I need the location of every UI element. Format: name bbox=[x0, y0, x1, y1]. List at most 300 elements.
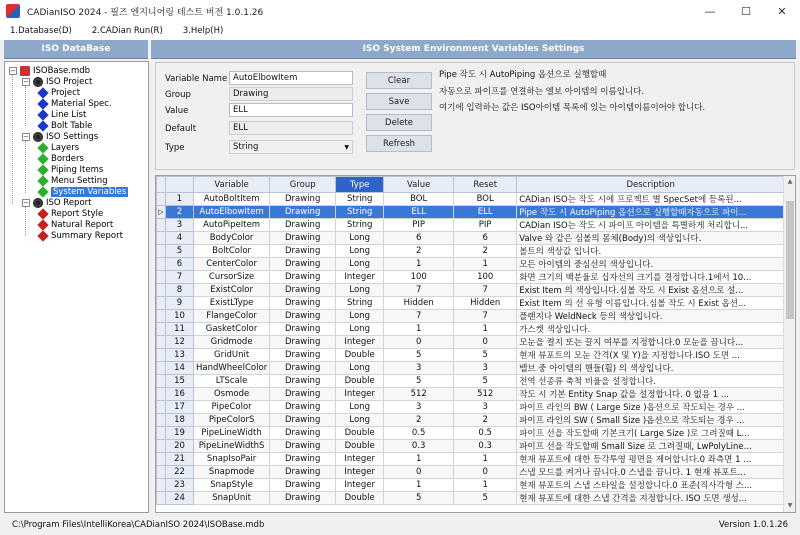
row-number[interactable]: 8 bbox=[166, 284, 194, 297]
minimize-button[interactable]: — bbox=[704, 4, 716, 18]
tree-guide-line bbox=[25, 206, 26, 236]
tree-item-label: Layers bbox=[51, 142, 80, 153]
type-cell[interactable]: Long bbox=[336, 232, 384, 245]
description-line: Pipe 작도 시 AutoPiping 옵션으로 실행할때 bbox=[439, 70, 607, 80]
maximize-button[interactable]: ☐ bbox=[741, 4, 751, 18]
table-row[interactable] bbox=[157, 219, 785, 232]
collapse-icon[interactable]: − bbox=[23, 77, 29, 86]
close-button[interactable]: ✕ bbox=[777, 4, 787, 18]
status-bar bbox=[0, 515, 800, 535]
table-row[interactable] bbox=[157, 271, 785, 284]
tree-item-menu-setting[interactable] bbox=[37, 175, 107, 186]
group-cell[interactable]: Drawing bbox=[270, 375, 336, 388]
red-diamond-icon bbox=[37, 208, 48, 219]
variable-cell[interactable]: CenterColor bbox=[194, 258, 270, 271]
window-title: CADianISO 2024 - 필즈 엔지니어링 테스트 버전 1.0.1.26 bbox=[27, 7, 264, 18]
table-row[interactable] bbox=[157, 193, 785, 206]
group-cell[interactable]: Drawing bbox=[270, 349, 336, 362]
reset-cell[interactable]: 3 bbox=[454, 401, 517, 414]
table-row[interactable] bbox=[157, 440, 785, 453]
group-cell[interactable]: Drawing bbox=[270, 388, 336, 401]
reset-cell[interactable]: BOL bbox=[454, 193, 517, 206]
description-cell[interactable]: Exist Item 의 선 유형 이름입니다.심볼 작도 시 Exist 옵션... bbox=[517, 297, 785, 310]
system-variables-grid[interactable] bbox=[155, 175, 796, 513]
variable-cell[interactable]: Gridmode bbox=[194, 336, 270, 349]
type-cell[interactable]: Integer bbox=[336, 479, 384, 492]
description-cell[interactable]: 모든 아이템의 중심선의 색상입니다. bbox=[517, 258, 785, 271]
type-cell[interactable]: Long bbox=[336, 401, 384, 414]
row-header[interactable] bbox=[157, 323, 166, 336]
value-cell[interactable]: 5 bbox=[384, 375, 454, 388]
scroll-down-icon[interactable]: ▼ bbox=[787, 502, 793, 509]
reset-cell[interactable]: 3 bbox=[454, 362, 517, 375]
row-number[interactable]: 2 bbox=[166, 206, 194, 219]
save-button[interactable]: Save bbox=[366, 93, 432, 110]
type-cell[interactable]: Long bbox=[336, 323, 384, 336]
table-row[interactable] bbox=[157, 492, 785, 505]
variable-cell[interactable]: ExistColor bbox=[194, 284, 270, 297]
type-cell[interactable]: Double bbox=[336, 427, 384, 440]
reset-cell[interactable]: 2 bbox=[454, 414, 517, 427]
row-header[interactable] bbox=[157, 388, 166, 401]
group-label: Group bbox=[165, 90, 191, 100]
row-number[interactable]: 12 bbox=[166, 336, 194, 349]
reset-cell[interactable]: 0 bbox=[454, 466, 517, 479]
table-row[interactable] bbox=[157, 388, 785, 401]
row-number[interactable]: 13 bbox=[166, 349, 194, 362]
reset-cell[interactable]: 1 bbox=[454, 479, 517, 492]
reset-cell[interactable]: ELL bbox=[454, 206, 517, 219]
reset-cell[interactable]: 0.3 bbox=[454, 440, 517, 453]
row-number[interactable]: 17 bbox=[166, 401, 194, 414]
table-row[interactable] bbox=[157, 232, 785, 245]
description-cell[interactable]: Pipe 작도 시 AutoPiping 옵션으로 실행할때자동으로 파이... bbox=[517, 206, 785, 219]
table-row[interactable] bbox=[157, 479, 785, 492]
type-cell[interactable]: String bbox=[336, 219, 384, 232]
description-cell[interactable]: 화면 크기의 백분율로 십자선의 크기를 결정합니다.1에서 10... bbox=[517, 271, 785, 284]
column-header-group[interactable]: Group bbox=[270, 177, 336, 193]
reset-cell[interactable]: 5 bbox=[454, 492, 517, 505]
column-header-description[interactable]: Description bbox=[517, 177, 785, 193]
group-cell[interactable]: Drawing bbox=[270, 427, 336, 440]
description-cell[interactable]: 파이프 라인의 BW ( Large Size )옵션으로 작도되는 경우 ... bbox=[517, 401, 785, 414]
description-cell[interactable]: 현재 뷰포트에 대한 스냅 간격을 지정합니다. ISO 도면 생성... bbox=[517, 492, 785, 505]
default-label: Default bbox=[165, 124, 197, 134]
value-cell[interactable]: 3 bbox=[384, 401, 454, 414]
tree-iso-settings[interactable] bbox=[22, 131, 98, 142]
row-number[interactable]: 7 bbox=[166, 271, 194, 284]
row-number[interactable]: 15 bbox=[166, 375, 194, 388]
tree-item-borders[interactable] bbox=[37, 153, 84, 164]
collapse-icon[interactable]: − bbox=[10, 66, 16, 75]
reset-cell[interactable]: 7 bbox=[454, 284, 517, 297]
green-diamond-icon bbox=[37, 153, 48, 164]
type-cell[interactable]: String bbox=[336, 193, 384, 206]
row-header[interactable] bbox=[157, 297, 166, 310]
table-row[interactable] bbox=[157, 362, 785, 375]
table-row[interactable] bbox=[157, 206, 785, 219]
value-cell[interactable]: PIP bbox=[384, 219, 454, 232]
variable-description bbox=[439, 67, 789, 117]
group-cell[interactable]: Drawing bbox=[270, 258, 336, 271]
dropdown-arrow-icon[interactable]: ▼ bbox=[344, 144, 349, 151]
vertical-scrollbar[interactable] bbox=[783, 176, 795, 512]
reset-cell[interactable]: 100 bbox=[454, 271, 517, 284]
green-diamond-icon bbox=[37, 142, 48, 153]
table-row[interactable] bbox=[157, 466, 785, 479]
table-row[interactable] bbox=[157, 375, 785, 388]
value-cell[interactable]: 0 bbox=[384, 466, 454, 479]
table-row[interactable] bbox=[157, 297, 785, 310]
reset-cell[interactable]: 5 bbox=[454, 375, 517, 388]
description-cell[interactable]: 가스켓 색상입니다. bbox=[517, 323, 785, 336]
value-cell[interactable]: 100 bbox=[384, 271, 454, 284]
type-cell[interactable]: String bbox=[336, 297, 384, 310]
green-diamond-icon bbox=[37, 186, 48, 197]
tree-item-label: Natural Report bbox=[51, 219, 114, 230]
collapse-icon[interactable]: − bbox=[23, 198, 29, 207]
row-header[interactable] bbox=[157, 219, 166, 232]
group-cell[interactable]: Drawing bbox=[270, 271, 336, 284]
type-cell[interactable]: String bbox=[336, 206, 384, 219]
row-header[interactable] bbox=[157, 245, 166, 258]
row-number[interactable]: 24 bbox=[166, 492, 194, 505]
tree-item-label: Project bbox=[51, 87, 81, 98]
variable-cell[interactable]: PipeColorS bbox=[194, 414, 270, 427]
type-cell[interactable]: Long bbox=[336, 414, 384, 427]
tree-item-piping-items[interactable] bbox=[37, 164, 103, 175]
table-row[interactable] bbox=[157, 453, 785, 466]
variable-cell[interactable]: AutoBoltItem bbox=[194, 193, 270, 206]
row-header[interactable] bbox=[157, 284, 166, 297]
row-number[interactable]: 23 bbox=[166, 479, 194, 492]
tree-item-system-variables[interactable] bbox=[37, 186, 128, 197]
group-cell[interactable]: Drawing bbox=[270, 323, 336, 336]
description-cell[interactable]: Exist Item 의 색상입니다.심볼 작도 시 Exist 옵션으로 설... bbox=[517, 284, 785, 297]
value-cell[interactable]: 1 bbox=[384, 453, 454, 466]
row-header[interactable] bbox=[157, 362, 166, 375]
table-row[interactable] bbox=[157, 245, 785, 258]
value-cell[interactable]: 0.5 bbox=[384, 427, 454, 440]
reset-cell[interactable]: PIP bbox=[454, 219, 517, 232]
reset-cell[interactable]: 6 bbox=[454, 232, 517, 245]
variable-cell[interactable]: FlangeColor bbox=[194, 310, 270, 323]
description-cell[interactable]: 현재 뷰포트에 대한 등각투영 평면을 제어합니다.0 좌측면 1 ... bbox=[517, 453, 785, 466]
row-header[interactable] bbox=[157, 258, 166, 271]
reset-cell[interactable]: 2 bbox=[454, 245, 517, 258]
type-cell[interactable]: Double bbox=[336, 349, 384, 362]
value-cell[interactable]: ELL bbox=[384, 206, 454, 219]
column-header-variable[interactable]: Variable bbox=[194, 177, 270, 193]
table-row[interactable] bbox=[157, 310, 785, 323]
variable-name-field[interactable]: AutoElbowItem bbox=[229, 71, 353, 85]
description-cell[interactable]: 작도 시 기본 Entity Snap 값을 설정합니다. 0 없음 1 ... bbox=[517, 388, 785, 401]
description-cell[interactable]: 전역 선종류 축척 비율을 설정합니다. bbox=[517, 375, 785, 388]
description-cell[interactable]: 모눈을 켤지 또는 끌지 여부를 지정합니다.0 모눈을 끕니다... bbox=[517, 336, 785, 349]
reset-cell[interactable]: 0.5 bbox=[454, 427, 517, 440]
description-cell[interactable]: 현재 뷰포트의 스냅 스타일을 설정합니다.0 표준(직사각형 스... bbox=[517, 479, 785, 492]
type-cell[interactable]: Long bbox=[336, 258, 384, 271]
group-cell[interactable]: Drawing bbox=[270, 232, 336, 245]
row-header[interactable] bbox=[157, 336, 166, 349]
value-cell[interactable]: 6 bbox=[384, 232, 454, 245]
description-cell[interactable]: 밸브 중 아이템의 핸들(휠) 의 색상입니다. bbox=[517, 362, 785, 375]
value-cell[interactable]: 5 bbox=[384, 349, 454, 362]
type-cell[interactable]: Long bbox=[336, 245, 384, 258]
type-cell[interactable]: Long bbox=[336, 362, 384, 375]
table-row[interactable] bbox=[157, 336, 785, 349]
refresh-button[interactable]: Refresh bbox=[366, 135, 432, 152]
variable-cell[interactable]: Osmode bbox=[194, 388, 270, 401]
tree-item-summary-report[interactable] bbox=[37, 230, 123, 241]
type-cell[interactable]: Integer bbox=[336, 466, 384, 479]
type-cell[interactable]: Integer bbox=[336, 388, 384, 401]
group-cell[interactable]: Drawing bbox=[270, 297, 336, 310]
type-cell[interactable]: Double bbox=[336, 375, 384, 388]
blue-diamond-icon bbox=[37, 120, 48, 131]
value-cell[interactable]: 512 bbox=[384, 388, 454, 401]
group-cell[interactable]: Drawing bbox=[270, 401, 336, 414]
tree-guide-line bbox=[12, 74, 13, 204]
row-number[interactable]: 3 bbox=[166, 219, 194, 232]
row-header-corner bbox=[157, 177, 166, 193]
table-row[interactable] bbox=[157, 258, 785, 271]
variable-cell[interactable]: SnapStyle bbox=[194, 479, 270, 492]
reset-cell[interactable]: 1 bbox=[454, 323, 517, 336]
red-diamond-icon bbox=[37, 219, 48, 230]
type-cell[interactable]: Double bbox=[336, 492, 384, 505]
row-header[interactable] bbox=[157, 427, 166, 440]
table-row[interactable] bbox=[157, 349, 785, 362]
row-header[interactable] bbox=[157, 232, 166, 245]
tree-item-natural-report[interactable] bbox=[37, 219, 113, 230]
current-row-indicator-icon[interactable]: ▷ bbox=[157, 206, 166, 219]
tree-iso-report[interactable] bbox=[22, 197, 91, 208]
value-cell[interactable]: 0.3 bbox=[384, 440, 454, 453]
row-number[interactable]: 1 bbox=[166, 193, 194, 206]
value-label: Value bbox=[165, 106, 189, 116]
tree-item-bolt-table[interactable] bbox=[37, 120, 92, 131]
value-cell[interactable]: 1 bbox=[384, 479, 454, 492]
row-header[interactable] bbox=[157, 453, 166, 466]
row-header[interactable] bbox=[157, 375, 166, 388]
reset-cell[interactable]: 0 bbox=[454, 336, 517, 349]
window-controls bbox=[692, 0, 800, 22]
clear-button[interactable]: Clear bbox=[366, 72, 432, 89]
value-field[interactable]: ELL bbox=[229, 103, 353, 117]
reset-cell[interactable]: 7 bbox=[454, 310, 517, 323]
variable-cell[interactable]: SnapUnit bbox=[194, 492, 270, 505]
row-number[interactable]: 6 bbox=[166, 258, 194, 271]
type-cell[interactable]: Integer bbox=[336, 336, 384, 349]
row-header[interactable] bbox=[157, 193, 166, 206]
value-cell[interactable]: 1 bbox=[384, 323, 454, 336]
row-number[interactable]: 5 bbox=[166, 245, 194, 258]
type-cell[interactable]: Integer bbox=[336, 271, 384, 284]
type-cell[interactable]: Double bbox=[336, 440, 384, 453]
table-header-row bbox=[157, 177, 785, 193]
group-cell[interactable]: Drawing bbox=[270, 245, 336, 258]
description-cell[interactable]: 파이프 선을 작도할때 Small Size 로 그려질때, LwPolyLine... bbox=[517, 440, 785, 453]
database-tree[interactable] bbox=[4, 61, 149, 513]
group-cell[interactable]: Drawing bbox=[270, 414, 336, 427]
green-diamond-icon bbox=[37, 175, 48, 186]
row-number[interactable]: 4 bbox=[166, 232, 194, 245]
table-row[interactable] bbox=[157, 427, 785, 440]
row-number[interactable]: 16 bbox=[166, 388, 194, 401]
variable-cell[interactable]: CursorSize bbox=[194, 271, 270, 284]
variable-cell[interactable]: BodyColor bbox=[194, 232, 270, 245]
row-number[interactable]: 21 bbox=[166, 453, 194, 466]
blue-diamond-icon bbox=[37, 109, 48, 120]
row-header[interactable] bbox=[157, 414, 166, 427]
column-header-type[interactable]: Type bbox=[336, 177, 384, 193]
description-cell[interactable]: 파이프 라인의 SW ( Small Size )옵션으로 작도되는 경우 ... bbox=[517, 414, 785, 427]
reset-cell[interactable]: 1 bbox=[454, 453, 517, 466]
value-cell[interactable]: 2 bbox=[384, 245, 454, 258]
row-header[interactable] bbox=[157, 349, 166, 362]
type-cell[interactable]: Integer bbox=[336, 453, 384, 466]
row-number[interactable]: 20 bbox=[166, 440, 194, 453]
table-row[interactable] bbox=[157, 414, 785, 427]
value-cell[interactable]: 1 bbox=[384, 258, 454, 271]
value-cell[interactable]: 0 bbox=[384, 336, 454, 349]
tree-iso-project[interactable] bbox=[22, 76, 92, 87]
column-header-value[interactable]: Value bbox=[384, 177, 454, 193]
description-cell[interactable]: 파이프 선을 작도할때 기본크기( Large Size )로 그려질때 L... bbox=[517, 427, 785, 440]
group-cell[interactable]: Drawing bbox=[270, 453, 336, 466]
value-cell[interactable]: 2 bbox=[384, 414, 454, 427]
value-cell[interactable]: 7 bbox=[384, 310, 454, 323]
description-cell[interactable]: 스냅 모드를 켜거나 끕니다.0 스냅을 끕니다. 1 현재 뷰포트... bbox=[517, 466, 785, 479]
group-cell[interactable]: Drawing bbox=[270, 466, 336, 479]
collapse-icon[interactable]: − bbox=[23, 132, 29, 141]
variable-cell[interactable]: AutoElbowItem bbox=[194, 206, 270, 219]
reset-cell[interactable]: 1 bbox=[454, 258, 517, 271]
scrollbar-thumb[interactable] bbox=[786, 201, 794, 319]
tree-root-label: ISOBase.mdb bbox=[33, 65, 91, 76]
group-cell[interactable]: Drawing bbox=[270, 310, 336, 323]
group-cell[interactable]: Drawing bbox=[270, 206, 336, 219]
value-cell[interactable]: Hidden bbox=[384, 297, 454, 310]
tree-item-layers[interactable] bbox=[37, 142, 79, 153]
description-line: 자동으로 파이프를 연결하는 엘보 아이템의 이름입니다. bbox=[439, 86, 645, 97]
row-number-header bbox=[166, 177, 194, 193]
row-number[interactable]: 11 bbox=[166, 323, 194, 336]
type-select[interactable] bbox=[229, 140, 353, 154]
value-cell[interactable]: 5 bbox=[384, 492, 454, 505]
description-cell[interactable]: 플랜지나 WeldNeck 등의 색상입니다. bbox=[517, 310, 785, 323]
type-cell[interactable]: Long bbox=[336, 310, 384, 323]
scroll-up-icon[interactable]: ▲ bbox=[787, 178, 793, 185]
tree-item-label: Report Style bbox=[51, 208, 104, 219]
menu-database[interactable]: 1.Database(D) bbox=[10, 26, 72, 36]
row-header[interactable] bbox=[157, 401, 166, 414]
row-number[interactable]: 9 bbox=[166, 297, 194, 310]
variable-cell[interactable]: GasketColor bbox=[194, 323, 270, 336]
reset-cell[interactable]: 512 bbox=[454, 388, 517, 401]
variable-cell[interactable]: GridUnit bbox=[194, 349, 270, 362]
group-field[interactable]: Drawing bbox=[229, 87, 353, 101]
blue-diamond-icon bbox=[37, 98, 48, 109]
tree-item-material-spec[interactable] bbox=[37, 98, 112, 109]
reset-cell[interactable]: Hidden bbox=[454, 297, 517, 310]
row-header[interactable] bbox=[157, 492, 166, 505]
group-cell[interactable]: Drawing bbox=[270, 336, 336, 349]
row-header[interactable] bbox=[157, 310, 166, 323]
row-number[interactable]: 14 bbox=[166, 362, 194, 375]
type-select-value: String bbox=[233, 142, 259, 152]
tree-item-line-list[interactable] bbox=[37, 109, 86, 120]
variable-cell[interactable]: PipeColor bbox=[194, 401, 270, 414]
table-row[interactable] bbox=[157, 323, 785, 336]
variable-cell[interactable]: LTScale bbox=[194, 375, 270, 388]
table-row[interactable] bbox=[157, 284, 785, 297]
group-cell[interactable]: Drawing bbox=[270, 440, 336, 453]
variable-cell[interactable]: AutoPipeItem bbox=[194, 219, 270, 232]
database-icon bbox=[20, 66, 30, 76]
type-cell[interactable]: Long bbox=[336, 284, 384, 297]
variable-cell[interactable]: SnapIsoPair bbox=[194, 453, 270, 466]
description-cell[interactable]: 현재 뷰포트의 모눈 간격(X 및 Y)을 지정합니다.ISO 도면 ... bbox=[517, 349, 785, 362]
group-cell[interactable]: Drawing bbox=[270, 219, 336, 232]
row-number[interactable]: 18 bbox=[166, 414, 194, 427]
description-cell[interactable]: CADian ISO는 작도 시에 프로젝트 별 SpecSet에 등록된... bbox=[517, 193, 785, 206]
title-bar bbox=[0, 0, 800, 22]
reset-cell[interactable]: 5 bbox=[454, 349, 517, 362]
blue-diamond-icon bbox=[37, 87, 48, 98]
variable-cell[interactable]: HandWheelColor bbox=[194, 362, 270, 375]
description-cell[interactable]: Valve 와 같은 심볼의 몸체(Body)의 색상입니다. bbox=[517, 232, 785, 245]
variable-cell[interactable]: PipeLineWidth bbox=[194, 427, 270, 440]
tree-item-project[interactable] bbox=[37, 87, 80, 98]
tree-item-report-style[interactable] bbox=[37, 208, 103, 219]
description-cell[interactable]: CADian ISO는 작도 시 파이프 아이템을 특별하게 처리합니... bbox=[517, 219, 785, 232]
row-number[interactable]: 22 bbox=[166, 466, 194, 479]
variable-cell[interactable]: ExistLType bbox=[194, 297, 270, 310]
row-number[interactable]: 10 bbox=[166, 310, 194, 323]
variable-cell[interactable]: PipeLineWidthS bbox=[194, 440, 270, 453]
tree-root[interactable] bbox=[9, 65, 90, 76]
tree-item-label: Summary Report bbox=[51, 230, 123, 241]
column-header-reset[interactable]: Reset bbox=[454, 177, 517, 193]
menu-help[interactable]: 3.Help(H) bbox=[182, 26, 224, 36]
tree-iso-project-label: ISO Project bbox=[46, 76, 93, 87]
group-cell[interactable]: Drawing bbox=[270, 479, 336, 492]
group-cell[interactable]: Drawing bbox=[270, 492, 336, 505]
gear-icon bbox=[33, 132, 43, 142]
value-cell[interactable]: 7 bbox=[384, 284, 454, 297]
value-cell[interactable]: BOL bbox=[384, 193, 454, 206]
value-cell[interactable]: 3 bbox=[384, 362, 454, 375]
group-cell[interactable]: Drawing bbox=[270, 362, 336, 375]
description-cell[interactable]: 볼트의 색상값 입니다. bbox=[517, 245, 785, 258]
variable-cell[interactable]: BoltColor bbox=[194, 245, 270, 258]
group-cell[interactable]: Drawing bbox=[270, 193, 336, 206]
row-header[interactable] bbox=[157, 479, 166, 492]
variable-name-label: Variable Name bbox=[165, 74, 228, 84]
variable-cell[interactable]: Snapmode bbox=[194, 466, 270, 479]
row-header[interactable] bbox=[157, 440, 166, 453]
table-row[interactable] bbox=[157, 401, 785, 414]
menu-cadian-run[interactable]: 2.CADian Run(R) bbox=[91, 26, 163, 36]
default-field[interactable]: ELL bbox=[229, 121, 353, 135]
row-header[interactable] bbox=[157, 466, 166, 479]
row-number[interactable]: 19 bbox=[166, 427, 194, 440]
delete-button[interactable]: Delete bbox=[366, 114, 432, 131]
group-cell[interactable]: Drawing bbox=[270, 284, 336, 297]
row-header[interactable] bbox=[157, 271, 166, 284]
